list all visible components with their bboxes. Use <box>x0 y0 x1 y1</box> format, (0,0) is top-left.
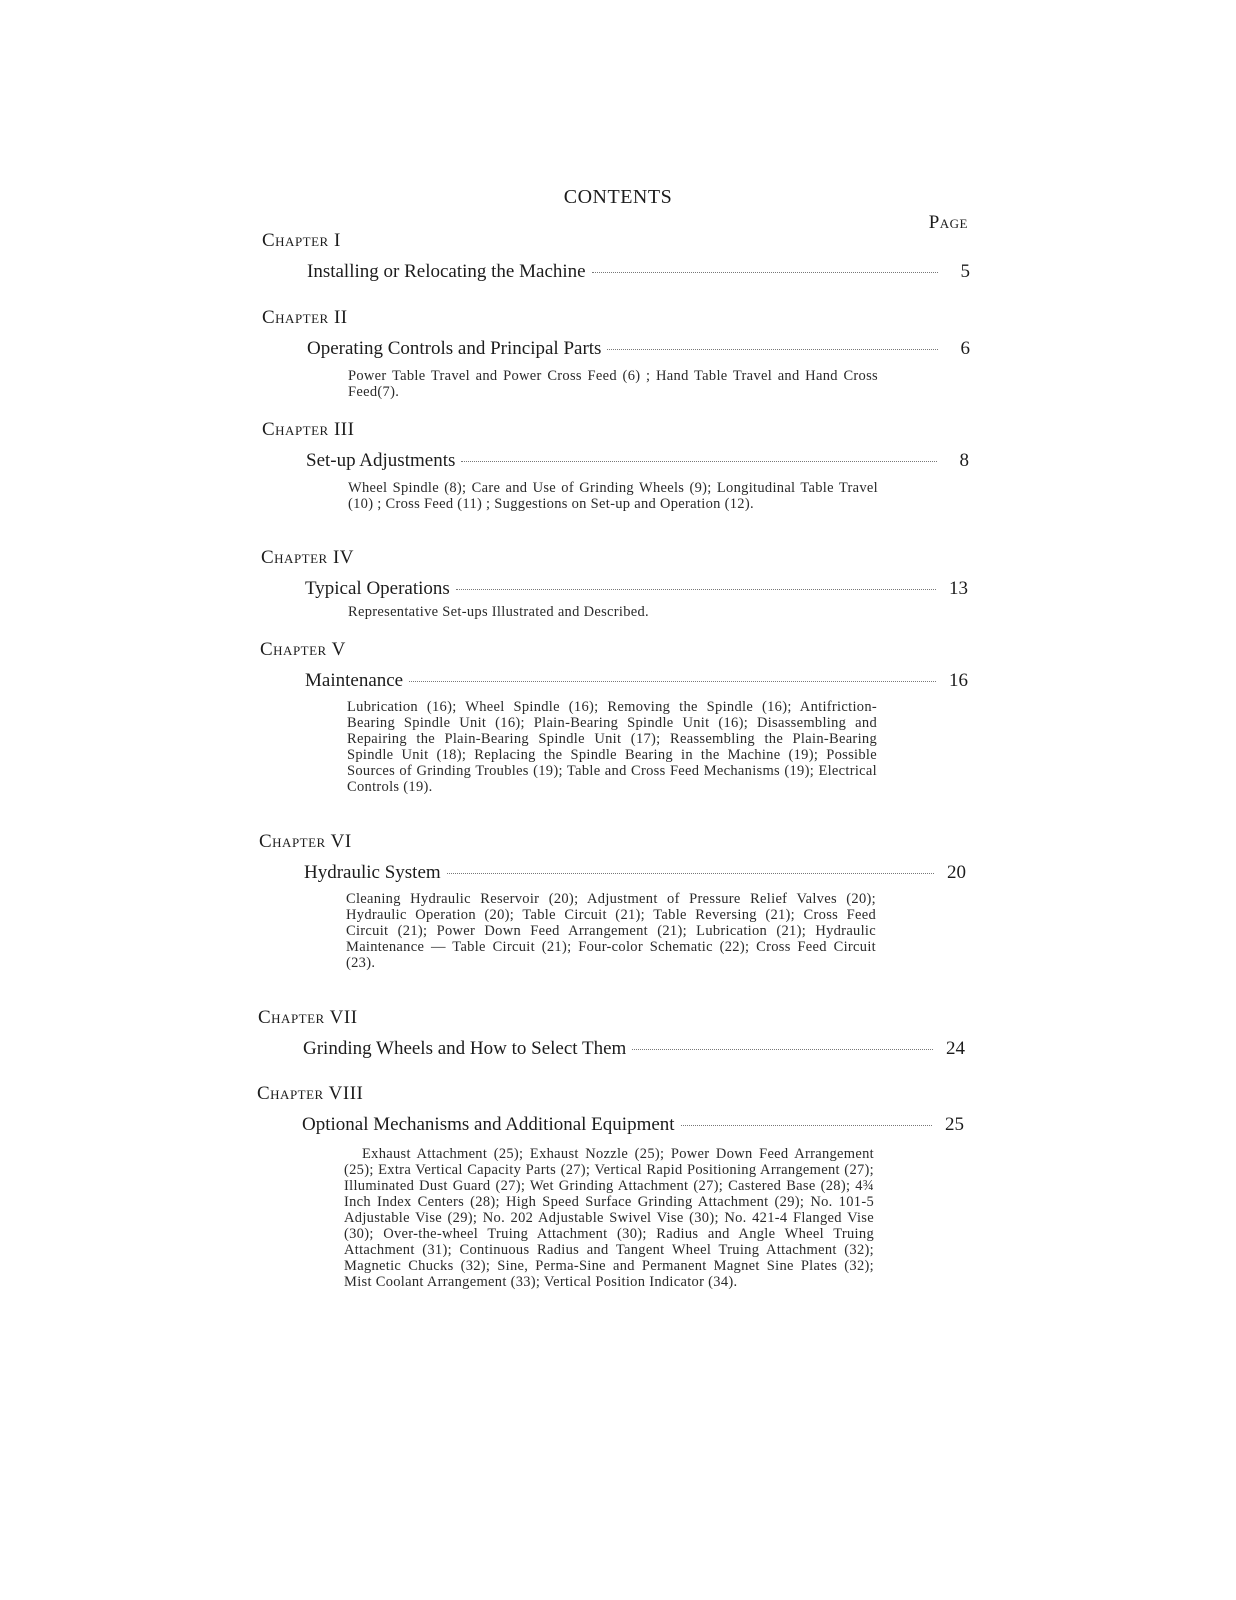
entry-page-number: 8 <box>959 450 969 471</box>
page-title: CONTENTS <box>563 186 673 208</box>
chapter-numeral: VI <box>330 831 352 852</box>
chapter-heading <box>260 639 346 661</box>
entry-title: Typical Operations <box>305 578 450 599</box>
chapter-numeral: III <box>333 419 355 440</box>
entry-description: Exhaust Attachment (25); Exhaust Nozzle (25); Power Down Feed Arrangement (25); Extra Vertical Capacity Parts (27); Vertical Rapid Positioning Arrangement (27); Illuminated Dust Guard (27); Wet Grinding Attachment (27); Castered Base (28); 4¾ Inch Index Centers (28); High Speed Surface Grinding Attachment (29); No. 101-5 Adjustable Vise (29); No. 202 Adjustable Swivel Vise (30); No. 421-4 Flanged Vise (30); Over-the-wheel Truing Attachment (30); Radius and Angle Wheel Truing Attachment (31); Continuous Radius and Tangent Wheel Truing Attachment (32); Magnetic Chucks (32); Sine, Perma-Sine and Permanent Magnet Sine Plates (32); Mist Coolant Arrangement (33); Vertical Position Indicator (34). <box>344 1146 874 1290</box>
toc-entry[interactable] <box>307 261 970 287</box>
toc-entry[interactable] <box>305 670 968 696</box>
chapter-heading <box>262 307 348 329</box>
chapter-heading <box>262 230 341 252</box>
chapter-word: Chapter <box>262 307 329 328</box>
entry-description: Wheel Spindle (8); Care and Use of Grinding Wheels (9); Longitudinal Table Travel (10) ; Cross Feed (11) ; Suggestions on Set-up and Operation (12). <box>348 480 878 512</box>
entry-title: Operating Controls and Principal Parts <box>307 338 602 359</box>
entry-description: Power Table Travel and Power Cross Feed (6) ; Hand Table Travel and Hand Cross Feed(7). <box>348 368 878 400</box>
chapter-heading <box>259 831 352 853</box>
entry-page-number: 5 <box>960 261 970 282</box>
entry-page-number: 16 <box>949 670 968 691</box>
dot-leader <box>447 873 934 874</box>
dot-leader <box>592 272 938 273</box>
chapter-word: Chapter <box>257 1083 324 1104</box>
page-column-label: Page <box>928 212 968 233</box>
chapter-numeral: II <box>333 307 348 328</box>
chapter-heading <box>257 1083 363 1105</box>
chapter-numeral: I <box>333 230 341 251</box>
dot-leader <box>409 681 936 682</box>
chapter-word: Chapter <box>259 831 326 852</box>
chapter-word: Chapter <box>260 639 327 660</box>
entry-title: Hydraulic System <box>304 862 441 883</box>
entry-description: Cleaning Hydraulic Reservoir (20); Adjustment of Pressure Relief Valves (20); Hydraulic Operation (20); Table Circuit (21); Table Reversing (21); Cross Feed Circuit (21); Power Down Feed Arrangement (21); Lubrication (21); Hydraulic Maintenance — Table Circuit (21); Four-color Schematic (22); Cross Feed Circuit (23). <box>346 891 876 971</box>
dot-leader <box>461 461 937 462</box>
entry-title: Installing or Relocating the Machine <box>307 261 586 282</box>
entry-title: Grinding Wheels and How to Select Them <box>303 1038 627 1059</box>
dot-leader <box>607 349 938 350</box>
chapter-heading <box>262 419 354 441</box>
chapter-heading <box>258 1007 358 1029</box>
chapter-word: Chapter <box>261 547 328 568</box>
entry-page-number: 13 <box>949 578 968 599</box>
entry-page-number: 6 <box>960 338 970 359</box>
chapter-numeral: VII <box>329 1007 358 1028</box>
chapter-numeral: V <box>331 639 346 660</box>
entry-page-number: 25 <box>945 1114 964 1135</box>
entry-description: Representative Set-ups Illustrated and Described. <box>348 604 649 620</box>
chapter-heading <box>261 547 354 569</box>
entry-title: Optional Mechanisms and Additional Equipment <box>302 1114 675 1135</box>
toc-entry[interactable] <box>305 578 968 604</box>
entry-title: Set-up Adjustments <box>306 450 456 471</box>
chapter-numeral: VIII <box>328 1083 364 1104</box>
chapter-word: Chapter <box>258 1007 325 1028</box>
dot-leader <box>681 1125 932 1126</box>
chapter-word: Chapter <box>262 230 329 251</box>
entry-title: Maintenance <box>305 670 404 691</box>
toc-entry[interactable] <box>306 450 969 476</box>
toc-entry[interactable] <box>303 1038 965 1064</box>
toc-entry[interactable] <box>307 338 970 364</box>
chapter-word: Chapter <box>262 419 329 440</box>
toc-entry[interactable] <box>302 1114 964 1140</box>
dot-leader <box>456 589 936 590</box>
chapter-numeral: IV <box>332 547 355 568</box>
entry-page-number: 24 <box>946 1038 965 1059</box>
entry-page-number: 20 <box>947 862 966 883</box>
dot-leader <box>632 1049 933 1050</box>
entry-description: Lubrication (16); Wheel Spindle (16); Removing the Spindle (16); Antifriction-Bearing Spindle Unit (16); Plain-Bearing Spindle Unit (16); Disassembling and Repairing the Plain-Bearing Spindle Unit (17); Reassembling the Plain-Bearing Spindle Unit (18); Replacing the Spindle Bearing in the Machine (19); Possible Sources of Grinding Troubles (19); Table and Cross Feed Mechanisms (19); Electrical Controls (19). <box>347 699 877 795</box>
toc-entry[interactable] <box>304 862 966 888</box>
